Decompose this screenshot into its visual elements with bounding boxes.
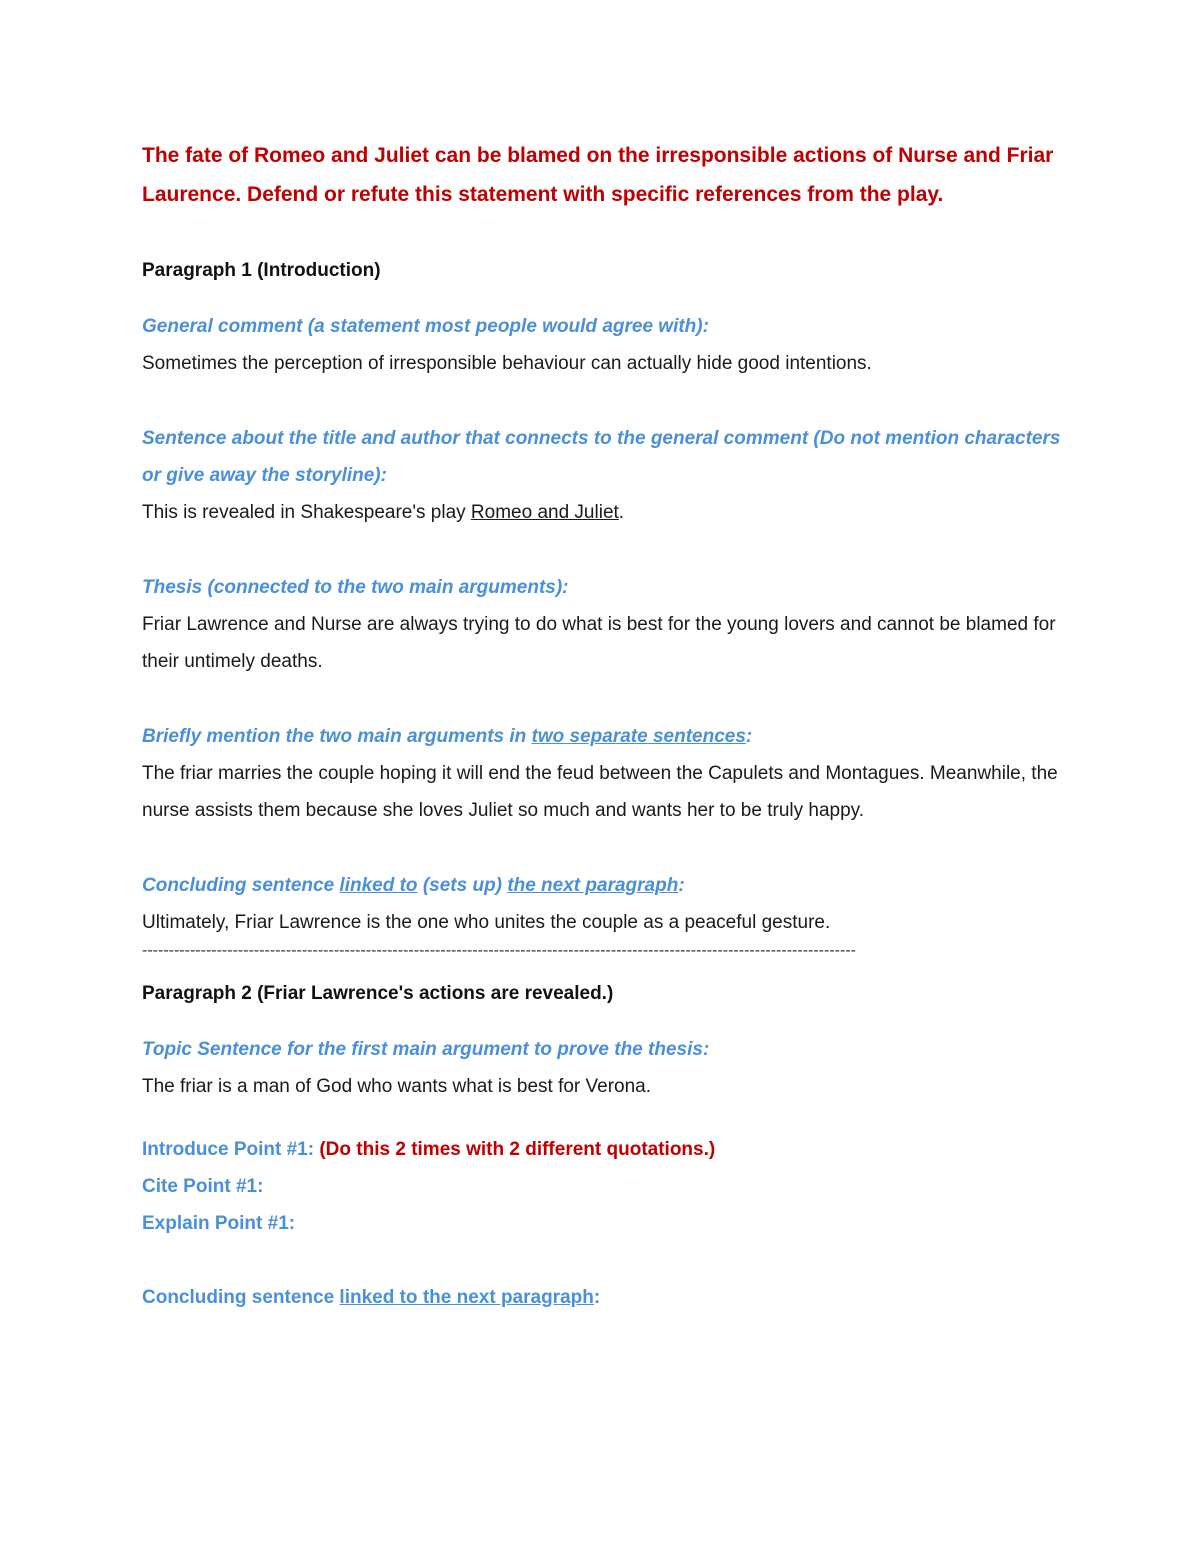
explain-point-label: Explain Point #1:: [142, 1213, 296, 1234]
concluding-label-1-part3: :: [678, 875, 685, 896]
arguments-label-after: :: [745, 726, 753, 747]
title-author-text: [142, 494, 1072, 531]
essay-prompt: The fate of Romeo and Juliet can be blamed on the irresponsible actions of Nurse and Friar Laurence. Defend or refute this statement with specific references from the play.: [142, 144, 1054, 206]
title-author-text-after: .: [618, 502, 625, 523]
thesis-label: Thesis (connected to the two main arguments):: [142, 577, 569, 598]
title-author-text-before: This is revealed in Shakespeare's play: [142, 502, 471, 523]
paragraph-2-heading: Paragraph 2 (Friar Lawrence's actions are revealed.): [142, 983, 614, 1004]
concluding-label-1-link1: linked to: [339, 875, 418, 896]
concluding-label-1: [142, 867, 1072, 904]
title-author-label: Sentence about the title and author that connects to the general comment (Do not mention characters or give away the storyline):: [142, 428, 1061, 486]
concluding-label-1-link2: the next paragraph: [507, 875, 679, 896]
arguments-label-underlined: two separate sentences: [531, 726, 746, 747]
section-divider: --------------------------------------------------------------------------------------------------------------------------------------: [142, 942, 856, 959]
concluding-label-1-part2: (sets up): [417, 875, 508, 896]
concluding-label-2-part2: :: [593, 1287, 601, 1308]
concluding-text-1: Ultimately, Friar Lawrence is the one who unites the couple as a peaceful gesture.: [142, 912, 831, 933]
concluding-label-1-part1: Concluding sentence: [142, 875, 340, 896]
introduce-point-note: (Do this 2 times with 2 different quotations.): [319, 1139, 716, 1160]
introduce-point-line: [142, 1131, 1072, 1168]
concluding-label-2-link: linked to the next paragraph: [339, 1287, 594, 1308]
document-page: [142, 136, 1072, 1316]
play-title: Romeo and Juliet: [470, 502, 619, 523]
topic-sentence-label: Topic Sentence for the first main argument to prove the thesis:: [142, 1039, 710, 1060]
arguments-text: The friar marries the couple hoping it will end the feud between the Capulets and Montagues. Meanwhile, the nurse assists them because she loves Juliet so much and wants her to be truly happy.: [142, 763, 1058, 821]
concluding-label-2: [142, 1279, 1072, 1316]
general-comment-label: General comment (a statement most people would agree with):: [142, 316, 709, 337]
general-comment-text: Sometimes the perception of irresponsible behaviour can actually hide good intentions.: [142, 353, 872, 374]
thesis-text: Friar Lawrence and Nurse are always trying to do what is best for the young lovers and cannot be blamed for their untimely deaths.: [142, 614, 1056, 672]
arguments-label: [142, 718, 1072, 755]
topic-sentence-text: The friar is a man of God who wants what is best for Verona.: [142, 1076, 652, 1097]
paragraph-1-heading: Paragraph 1 (Introduction): [142, 260, 381, 281]
cite-point-label: Cite Point #1:: [142, 1176, 264, 1197]
concluding-label-2-part1: Concluding sentence: [142, 1287, 340, 1308]
arguments-label-before: Briefly mention the two main arguments in: [142, 726, 532, 747]
introduce-point-label: Introduce Point #1:: [142, 1139, 315, 1160]
